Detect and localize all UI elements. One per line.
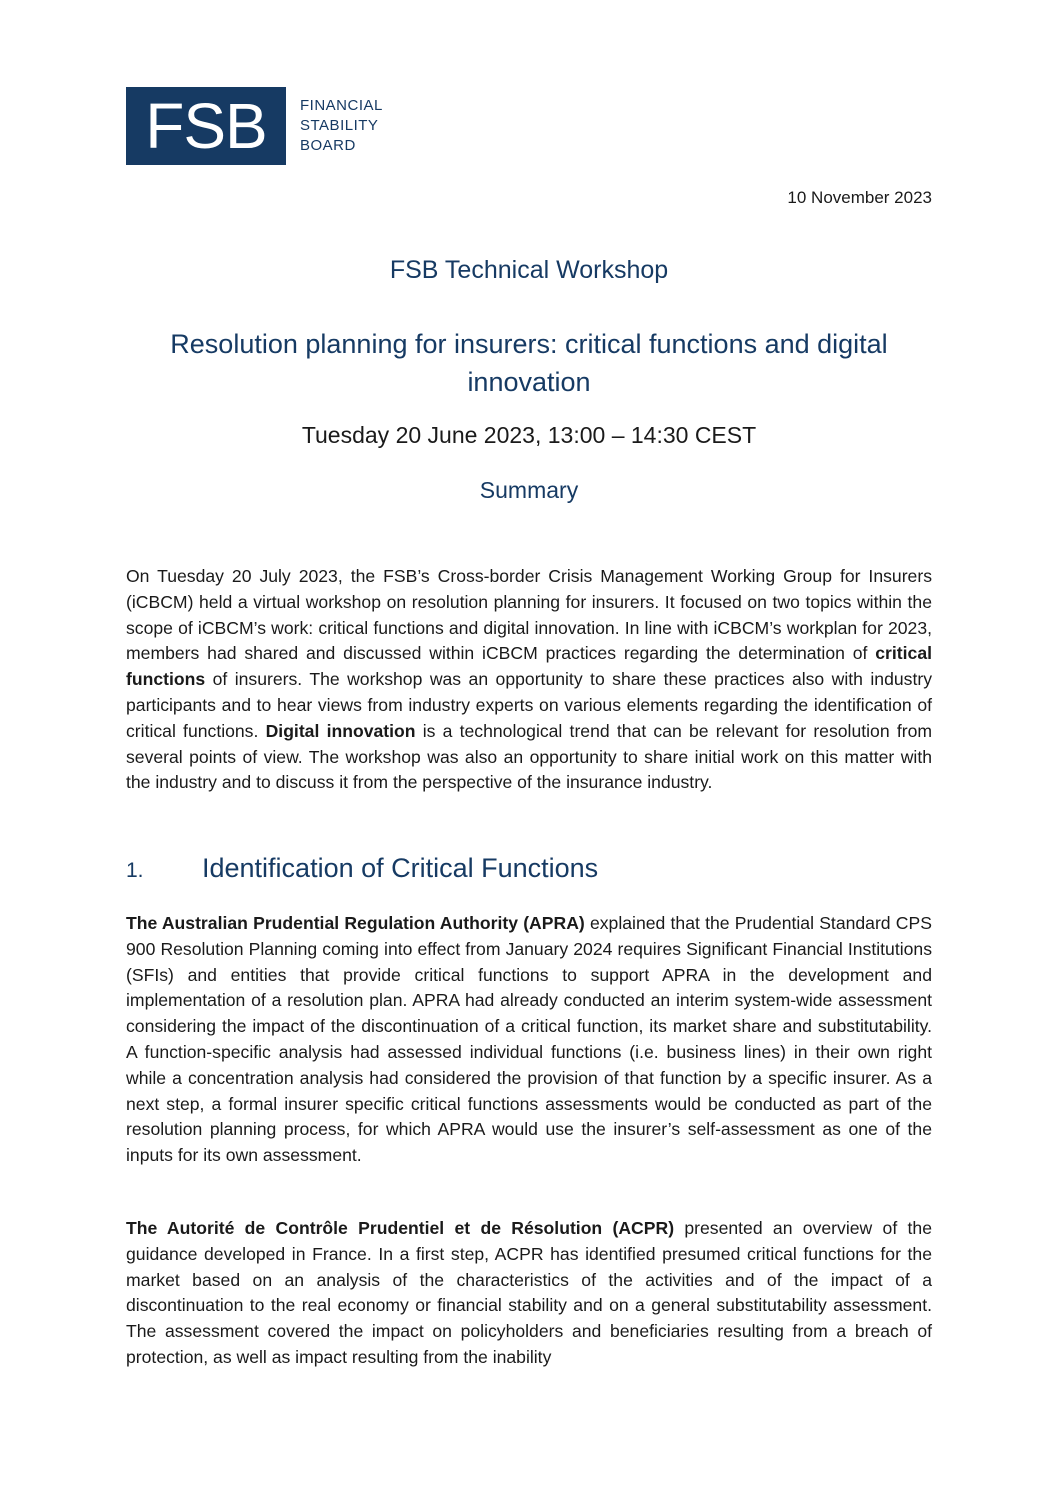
- acpr-bold-name: The Autorité de Contrôle Prudentiel et de Résolution (ACPR): [126, 1218, 675, 1238]
- intro-bold-critical-functions: critical functions: [126, 643, 932, 690]
- document-title: FSB Technical Workshop: [389, 256, 669, 284]
- section-title: Identification of Critical Functions: [202, 853, 599, 883]
- section-number: 1.: [126, 859, 144, 882]
- section-heading-1: [126, 853, 932, 884]
- acpr-text: presented an overview of the guidance developed in France. In a first step, ACPR has identified presumed critical functions for the market based on an analysis of the characteristics of the activities and of the impact of a discontinuation to the real economy or financial stability and on a general substitutability assessment. The assessment covered the impact on policyholders and beneficiaries resulting from a breach of protection, as well as impact resulting from the inability: [126, 1218, 932, 1367]
- logo-word-board: BOARD: [300, 137, 356, 154]
- logo-word-stability: STABILITY: [300, 117, 379, 134]
- intro-text-3: is a technological trend that can be relevant for resolution from several points of view. The workshop was also an opportunity to share initial work on this matter with the industry and to discuss it from the perspective of the insurance industry.: [126, 720, 933, 793]
- intro-bold-digital-innovation: Digital innovation: [265, 720, 416, 741]
- summary-heading: Summary: [479, 477, 579, 503]
- intro-paragraph: [126, 564, 932, 796]
- apra-bold-name: The Australian Prudential Regulation Authority (APRA): [126, 913, 585, 933]
- apra-text: explained that the Prudential Standard CPS 900 Resolution Planning coming into effect from January 2024 requires Significant Financial Institutions (SFIs) and entities that provide critical functions to support APRA in the development and implementation of a resolution plan. APRA had already conducted an interim system-wide assessment considering the impact of the discontinuation of a critical function, its market share and substitutability. A function-specific analysis had assessed individual functions (i.e. business lines) in their own right while a concentration analysis had considered the provision of that function by a specific insurer. As a next step, a formal insurer specific critical functions assessments would be conducted as part of the resolution planning process, for which APRA would use the insurer’s self-assessment as one of the inputs for its own assessment.: [126, 913, 932, 1166]
- event-datetime: Tuesday 20 June 2023, 13:00 – 14:30 CEST: [301, 422, 757, 448]
- document-subtitle: Resolution planning for insurers: critical functions and digital innovation: [170, 329, 888, 397]
- intro-text-2: of insurers. The workshop was an opportunity to share these practices also with industry participants and to hear views from industry experts on various elements regarding the identification of critical functions.: [126, 669, 932, 741]
- intro-text-1: On Tuesday 20 July 2023, the FSB’s Cross-border Crisis Management Working Group for Insurers (iCBCM) held a virtual workshop on resolution planning for insurers. It focused on two topics within the scope of iCBCM’s work: critical functions and digital innovation. In line with iCBCM’s workplan for 2023, members had shared and discussed within iCBCM practices regarding the determination of: [126, 566, 932, 664]
- fsb-logo: [126, 87, 383, 165]
- logo-word-financial: FINANCIAL: [300, 97, 383, 114]
- acpr-paragraph: [126, 1216, 932, 1371]
- apra-paragraph: [126, 911, 932, 1169]
- document-date: 10 November 2023: [787, 188, 932, 207]
- fsb-logo-wordmark: [300, 96, 383, 156]
- fsb-logo-mark: FSB: [126, 87, 286, 165]
